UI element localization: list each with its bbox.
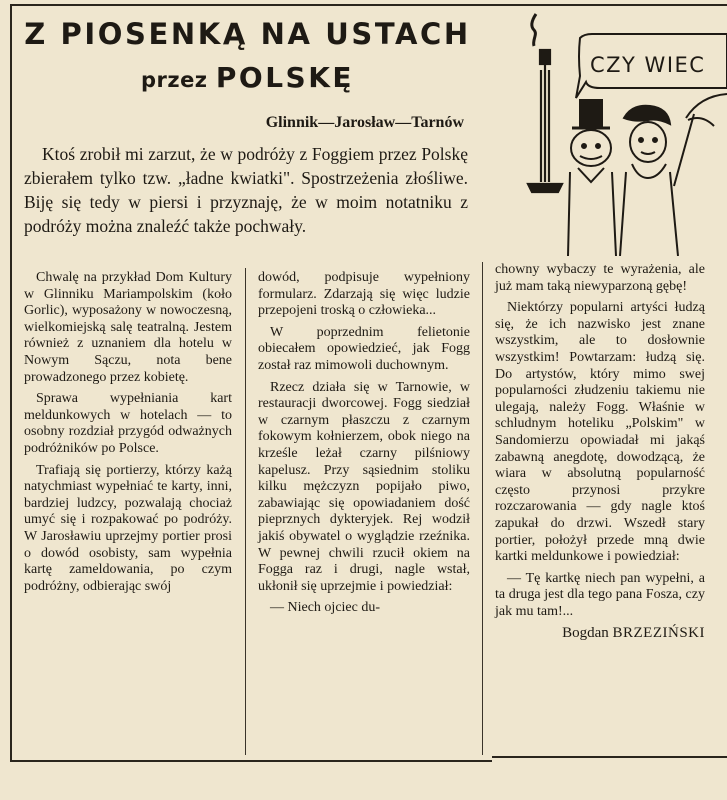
article-subtitle (20, 60, 475, 98)
frame-left-rule (10, 4, 12, 762)
article-places: Glinnik—Jarosław—Tarnów (265, 114, 464, 131)
woman-figure-icon (620, 106, 678, 256)
subtitle-polske: POLSKĘ (215, 61, 355, 94)
text-column-1 (24, 270, 232, 600)
text-column-2 (258, 270, 470, 622)
paragraph: Chwalę na przykład Dom Kultury w Glinniku Mariampolskim (koło Gorlic), wyposażony w nowoczesną, wielkomiejską salę teatralną. Jestem również z uznaniem dla hotelu w Nowym Sączu, nota bene prowadzonego przez kobietę. (24, 270, 232, 385)
subtitle-przez: przez (140, 68, 208, 92)
text-column-3 (495, 262, 705, 647)
signature-last-name: BRZEZIŃSKI (612, 625, 705, 642)
cartoon-illustration (488, 6, 727, 256)
man-figure-icon (568, 100, 616, 256)
paragraph: Niektórzy popularni artyści łudzą się, że ich nazwisko jest znane wszystkim, ale to dosłownie wszystkim! Powtarzam: łudzą się. Do artystów, który mimo swej popularności złudzeniu takiemu nie ulegają, należy Fogg. Właśnie w schludnym hoteliku „Polskim" w Sandomierzu opowiadał mi jakąś zabawną anegdotę, dowodzącą, że wiara w absolutną popularność często przynosi przykre rozczarowania — gdy nagle ktoś zapukał do drzwi. Wszedł stary portier, położył przede mną dwie kartki meldunkowe i powiedział: (495, 300, 705, 565)
paragraph: — Tę kartkę niech pan wypełni, a ta druga jest dla tego pana Fosza, czy jak mu tam!... (495, 570, 705, 619)
frame-bottom-rule-right (492, 756, 727, 758)
paragraph: Rzecz działa się w Tarnowie, w restauracji dworcowej. Fogg siedział w czarnym płaszczu z czarnym fokowym kołnierzem, obok niego na krześle leżał czarny pilśniowy kapelusz. Przy sąsiednim stoliku kilku mężczyzn popijało piwo, zabawiając się opowiadaniem dość pieprznych dykteryjek. Rej wodził jakiś obywatel o wyglądzie rzeźnika. W pewnej chwili rzucił okiem na Fogga raz i drugi, nagle wstał, ukłonił się uprzejmie i powiedział: (258, 379, 470, 594)
column-rule-1 (245, 268, 246, 755)
paragraph: Sprawa wypełniania kart meldunkowych w hotelach — to osobny rozdział przygód odważnych podróżników po Polsce. (24, 391, 232, 456)
cartoon-caption: CZY WIEC (590, 53, 706, 77)
paragraph: chowny wybaczy te wyrażenia, ale już mam taką niewyparzoną gębę! (495, 262, 705, 294)
paragraph: W poprzednim felietonie obiecałem opowiedzieć, jak Fogg został raz mimowoli duchownym. (258, 324, 470, 373)
lamp-post-icon (528, 14, 562, 192)
signature (495, 625, 705, 642)
umbrella-icon (674, 94, 727, 186)
paragraph: — Niech ojciec du- (270, 600, 381, 616)
frame-bottom-rule (10, 760, 492, 762)
article-title: Z PIOSENKĄ NA USTACH (24, 17, 471, 51)
paragraph: dowód, podpisuje wypełniony formularz. Zdarzają się więc ludzie przepojeni troską o człowieka... (258, 270, 470, 319)
column-rule-2 (482, 262, 483, 755)
paragraph: Trafiają się portierzy, którzy każą natychmiast wypełniać te karty, inni, bardziej ludzcy, pozwalają chociaż umyć się i rozpakować po podróży. W Jarosławiu uprzejmy portier prosi o dowód osobisty, sam wypełnia kartę zameldowania, po czym podróżny, odbierając swój (24, 462, 232, 594)
article-lead: Ktoś zrobił mi zarzut, że w podróży z Foggiem przez Polskę zbierałem tylko tzw. „ładne kwiatki". Spostrzeżenia złośliwe. Biję się tedy w piersi i przyznaję, że w moim notatniku z podróży można znaleźć także pochwały. (24, 144, 468, 236)
signature-first-name: Bogdan (562, 625, 609, 642)
